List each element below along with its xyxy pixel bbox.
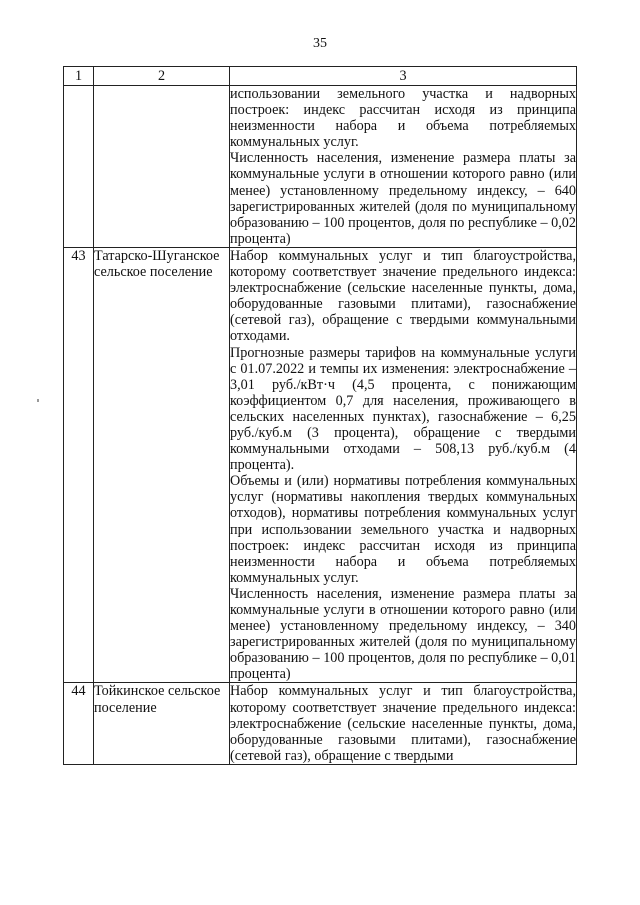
table-row-43 bbox=[64, 247, 577, 683]
description-paragraph: Прогнозные размеры тарифов на коммунальные услуги с 01.07.2022 и темпы их изменения: электроснабжение – 3,01 руб./кВт·ч (4,5 процента, с понижающим коэффициентом 0,7 для населения, проживающего в сельских населенных пунктах), газоснабжение – 6,25 руб./куб.м (3 процента), обращение с твердыми коммунальными отходами – 508,13 руб./куб.м (4 процента). bbox=[230, 344, 576, 474]
description-paragraph: Объемы и (или) нормативы потребления коммунальных услуг (нормативы накопления твердых коммунальных отходов), нормативы потребления коммунальных услуг при использовании земельного участка и надворных построек: индекс рассчитан исходя из принципа неизменности набора и объема потребляемых коммунальных услуг. bbox=[230, 473, 576, 586]
settlement-name: Татарско-Шуганское сельское поселение bbox=[94, 247, 230, 683]
description-paragraph: Численность населения, изменение размера платы за коммунальные услуги в отношении которого равно (или менее) установленному предельному индексу, – 340 зарегистрированных жителей (доля по муниципальному образованию – 100 процентов, доля по республике – 0,01 процента) bbox=[230, 585, 576, 683]
row-description bbox=[230, 683, 577, 764]
description-paragraph: Численность населения, изменение размера платы за коммунальные услуги в отношении которого равно (или менее) установленному предельному индексу, – 640 зарегистрированных жителей (доля по муниципальному образованию – 100 процентов, доля по республике – 0,02 процента) bbox=[230, 150, 576, 247]
tariff-table bbox=[63, 66, 577, 765]
column-header-3: 3 bbox=[230, 67, 577, 86]
table-row-44 bbox=[64, 683, 577, 764]
column-header-1: 1 bbox=[64, 67, 94, 86]
description-paragraph: Набор коммунальных услуг и тип благоустройства, которому соответствует значение предельного индекса: электроснабжение (сельские населенные пункты, дома, оборудованные газовыми плитами), газоснабжение (сетевой газ), обращение с твердыми bbox=[230, 683, 576, 764]
row-number: 44 bbox=[64, 683, 94, 764]
description-paragraph: Набор коммунальных услуг и тип благоустройства, которому соответствует значение предельного индекса: электроснабжение (сельские населенные пункты, дома, оборудованные газовыми плитами), газоснабжение (сетевой газ), обращение с твердыми коммунальными отходами. bbox=[230, 247, 576, 345]
page-number: 35 bbox=[313, 36, 327, 51]
row-number bbox=[64, 86, 94, 248]
settlement-name: Тойкинское сельское поселение bbox=[94, 683, 230, 764]
column-header-2: 2 bbox=[94, 67, 230, 86]
description-paragraph: использовании земельного участка и надворных построек: индекс рассчитан исходя из принципа неизменности набора и объема потребляемых коммунальных услуг. bbox=[230, 86, 576, 151]
table-row-continuation bbox=[64, 86, 577, 248]
row-description bbox=[230, 86, 577, 248]
settlement-name bbox=[94, 86, 230, 248]
margin-mark bbox=[37, 399, 39, 402]
row-number: 43 bbox=[64, 247, 94, 683]
table-header-row bbox=[64, 67, 577, 86]
row-description bbox=[230, 247, 577, 683]
